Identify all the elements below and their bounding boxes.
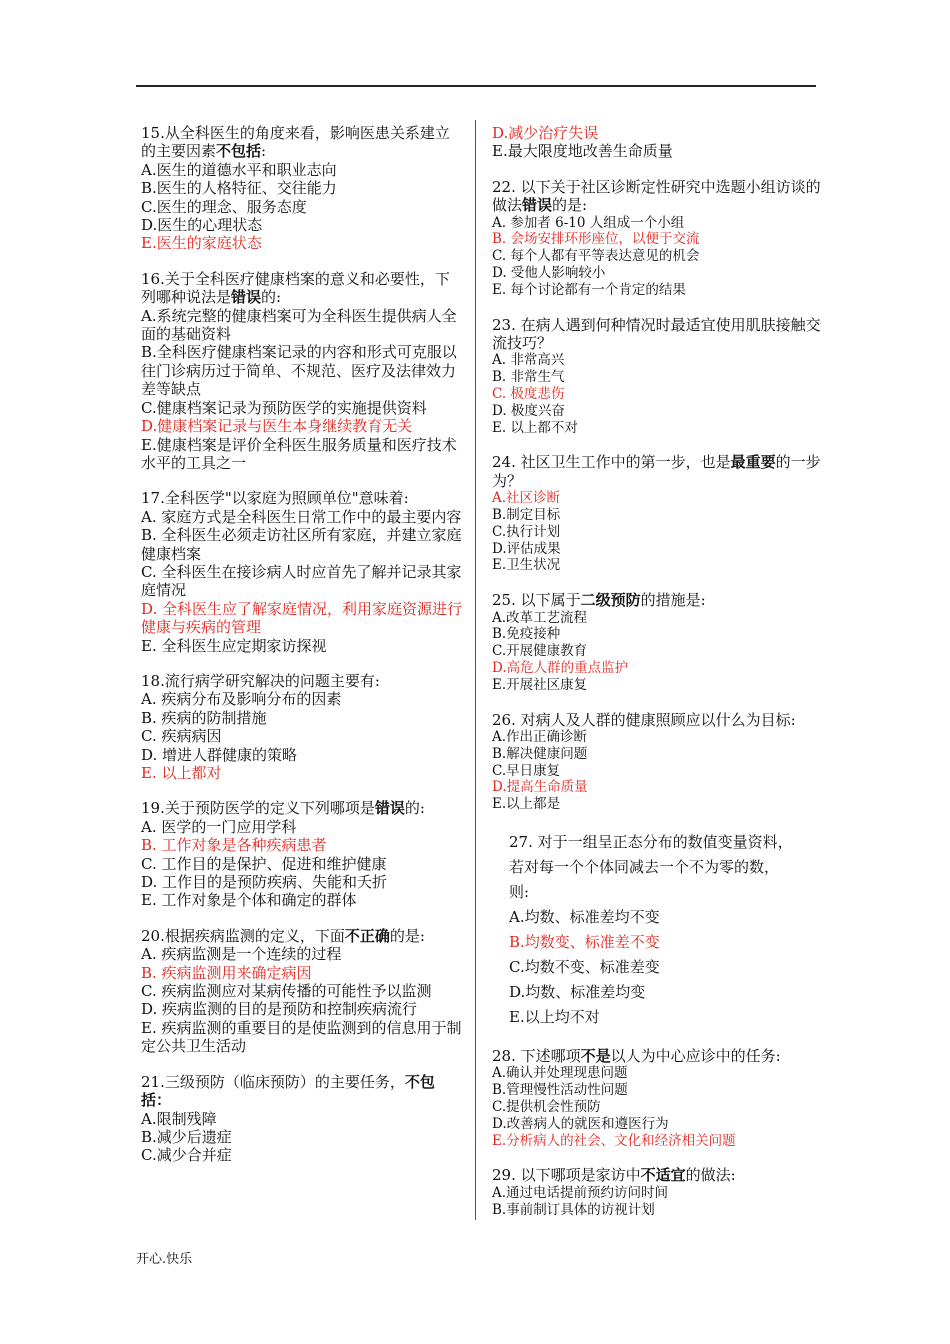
question-stem: 26. 对病人及人群的健康照顾应以什么为目标:	[492, 710, 796, 729]
option-e: E. 工作对象是个体和确定的群体	[141, 891, 357, 910]
option-c: C.均数不变、标准差变	[509, 957, 660, 976]
option-a: A.限制残障	[141, 1109, 217, 1128]
option-d: D. 增进人群健康的策略	[141, 745, 298, 764]
option-e-answer: E. 以上都对	[141, 764, 222, 782]
question-23	[492, 316, 822, 437]
option-b: B.减少后遗症	[141, 1127, 232, 1146]
question-16	[141, 270, 463, 472]
question-26	[492, 711, 822, 813]
question-22	[492, 178, 822, 299]
question-stem: 15.从全科医生的角度来看，影响医患关系建立的主要因素不包括:	[141, 124, 450, 161]
option-e: E. 以上都不对	[492, 419, 578, 436]
option-e: E. 疾病监测的重要目的是使监测到的信息用于制定公共卫生活动	[141, 1018, 462, 1056]
option-c: C.医生的理念、服务态度	[141, 197, 307, 216]
question-stem: 24. 社区卫生工作中的第一步，也是最重要的一步为？	[492, 453, 821, 490]
option-d: D. 工作目的是预防疾病、失能和夭折	[141, 873, 388, 892]
question-stem: 21.三级预防（临床预防）的主要任务，不包括：	[141, 1072, 435, 1110]
option-e-answer: E.医生的家庭状态	[141, 234, 262, 253]
question-stem: 28. 下述哪项不是以人为中心应诊中的任务:	[492, 1046, 781, 1065]
option-d: D.医生的心理状态	[141, 216, 263, 235]
option-b: B. 非常生气	[492, 369, 565, 386]
option-b: B.全科医疗健康档案记录的内容和形式可克服以往门诊病历过于简单、不规范、医疗及法律效力差等缺点	[141, 343, 457, 399]
question-17	[141, 489, 463, 655]
question-20	[141, 927, 463, 1056]
option-a: A. 参加者 6-10 人组成一个小组	[492, 214, 685, 231]
question-27	[492, 830, 822, 1030]
option-b-answer: B. 会场安排环形座位，以便于交流	[492, 231, 700, 248]
option-a-answer: A.社区诊断	[492, 490, 561, 507]
column-divider	[475, 120, 476, 1220]
option-b-answer: B. 疾病监测用来确定病因	[141, 963, 312, 982]
option-a: A.医生的道德水平和职业志向	[141, 160, 337, 179]
option-e: E.以上都是	[492, 796, 561, 813]
option-a: A. 医学的一门应用学科	[141, 817, 297, 836]
option-b-answer: B.均数变、标准差不变	[509, 932, 660, 951]
option-d: D. 疾病监测的目的是预防和控制疾病流行	[141, 1000, 418, 1019]
option-c: C.早日康复	[492, 762, 561, 779]
option-c: C. 全科医生在接诊病人时应首先了解并记录其家庭情况	[141, 562, 462, 600]
option-c-answer: C. 极度悲伤	[492, 386, 565, 403]
question-stem: 29. 以下哪项是家访中不适宜的做法:	[492, 1166, 736, 1185]
question-stem: 22. 以下关于社区诊断定性研究中选题小组访谈的做法错误的是:	[492, 177, 821, 215]
option-e-answer: E.分析病人的社会、文化和经济相关问题	[492, 1132, 736, 1149]
question-stem: 17.全科医学"以家庭为照顾单位"意味着:	[141, 489, 409, 508]
option-b: B.制定目标	[492, 507, 561, 524]
option-e: E.开展社区康复	[492, 676, 588, 693]
question-stem-line: 27. 对于一组呈正态分布的数值变量资料，	[509, 832, 793, 851]
option-b: B.事前制订具体的访视计划	[492, 1201, 655, 1218]
option-e: E.健康档案是评价全科医生服务质量和医疗技术水平的工具之一	[141, 435, 457, 472]
option-e: E.以上均不对	[509, 1007, 600, 1026]
question-stem-line: 若对每一个个体同减去一个不为零的数，	[509, 857, 780, 876]
question-25	[492, 591, 822, 693]
option-a: A.通过电话提前预约访问时间	[492, 1184, 669, 1201]
question-stem: 25. 以下属于二级预防的措施是:	[492, 591, 706, 610]
option-c: C. 疾病病因	[141, 727, 222, 746]
option-c: C.提供机会性预防	[492, 1098, 601, 1115]
left-column	[141, 124, 463, 1182]
option-c: C. 工作目的是保护、促进和维护健康	[141, 854, 387, 873]
option-a: A. 家庭方式是全科医生日常工作中的最主要内容	[141, 507, 462, 526]
page-footer: 开心.快乐	[136, 1252, 193, 1267]
question-18	[141, 672, 463, 782]
option-a: A. 疾病分布及影响分布的因素	[141, 690, 342, 709]
option-d-answer: D. 全科医生应了解家庭情况，利用家庭资源进行健康与疾病的管理	[141, 599, 463, 637]
question-stem: 18.流行病学研究解决的问题主要有:	[141, 671, 380, 690]
option-d: D.评估成果	[492, 540, 561, 557]
question-19	[141, 799, 463, 909]
question-24	[492, 453, 822, 574]
option-d-answer: D.减少治疗失误	[492, 124, 599, 142]
option-a: A.作出正确诊断	[492, 729, 588, 745]
option-e: E.最大限度地改善生命质量	[492, 142, 673, 161]
option-c: C.开展健康教育	[492, 643, 588, 660]
option-a: A. 非常高兴	[492, 352, 565, 369]
option-b: B.医生的人格特征、交往能力	[141, 179, 337, 198]
question-stem-line: 则:	[509, 882, 530, 901]
option-a: A.确认并处理现患问题	[492, 1065, 628, 1082]
option-d-answer: D.健康档案记录与医生本身继续教育无关	[141, 417, 413, 436]
option-c: C.减少合并症	[141, 1146, 232, 1165]
option-b: B. 疾病的防制措施	[141, 708, 267, 727]
option-b: B.免疫接种	[492, 626, 561, 643]
header-rule	[136, 85, 816, 87]
option-c: C. 疾病监测应对某病传播的可能性予以监测	[141, 982, 432, 1001]
question-15	[141, 124, 463, 253]
option-d-answer: D.高危人群的重点监护	[492, 660, 629, 676]
option-d-answer: D.提高生命质量	[492, 779, 588, 796]
option-b: B. 全科医生必须走访社区所有家庭，并建立家庭健康档案	[141, 526, 462, 563]
right-column	[492, 124, 822, 1235]
question-stem: 20.根据疾病监测的定义，下面不正确的是:	[141, 926, 425, 945]
option-d: D.改善病人的就医和遵医行为	[492, 1115, 669, 1132]
option-a: A.系统完整的健康档案可为全科医生提供病人全面的基础资料	[141, 306, 457, 344]
option-b: B.管理慢性活动性问题	[492, 1082, 628, 1099]
option-a: A.改革工艺流程	[492, 609, 588, 626]
question-21	[141, 1073, 463, 1165]
option-b-answer: B. 工作对象是各种疾病患者	[141, 836, 327, 855]
option-a: A. 疾病监测是一个连续的过程	[141, 945, 342, 964]
option-c: C.健康档案记录为预防医学的实施提供资料	[141, 398, 427, 417]
option-b: B.解决健康问题	[492, 745, 588, 762]
option-d: D.均数、标准差均变	[509, 982, 646, 1001]
option-d: D. 受他人影响较小	[492, 265, 606, 282]
option-e: E. 每个讨论都有一个肯定的结果	[492, 281, 686, 298]
question-28	[492, 1047, 822, 1149]
question-21-continued	[492, 124, 822, 161]
option-a: A.均数、标准差均不变	[509, 907, 660, 926]
option-d: D. 极度兴奋	[492, 402, 565, 419]
question-29	[492, 1166, 822, 1218]
question-stem: 23. 在病人遇到何种情况时最适宜使用肌肤接触交流技巧？	[492, 315, 821, 353]
option-c: C.执行计划	[492, 523, 561, 540]
option-e: E.卫生状况	[492, 557, 561, 574]
option-e: E. 全科医生应定期家访探视	[141, 636, 327, 655]
question-stem: 16.关于全科医疗健康档案的意义和必要性，下列哪种说法是错误的:	[141, 269, 450, 307]
question-stem: 19.关于预防医学的定义下列哪项是错误的:	[141, 799, 425, 818]
option-c: C. 每个人都有平等表达意见的机会	[492, 248, 700, 265]
